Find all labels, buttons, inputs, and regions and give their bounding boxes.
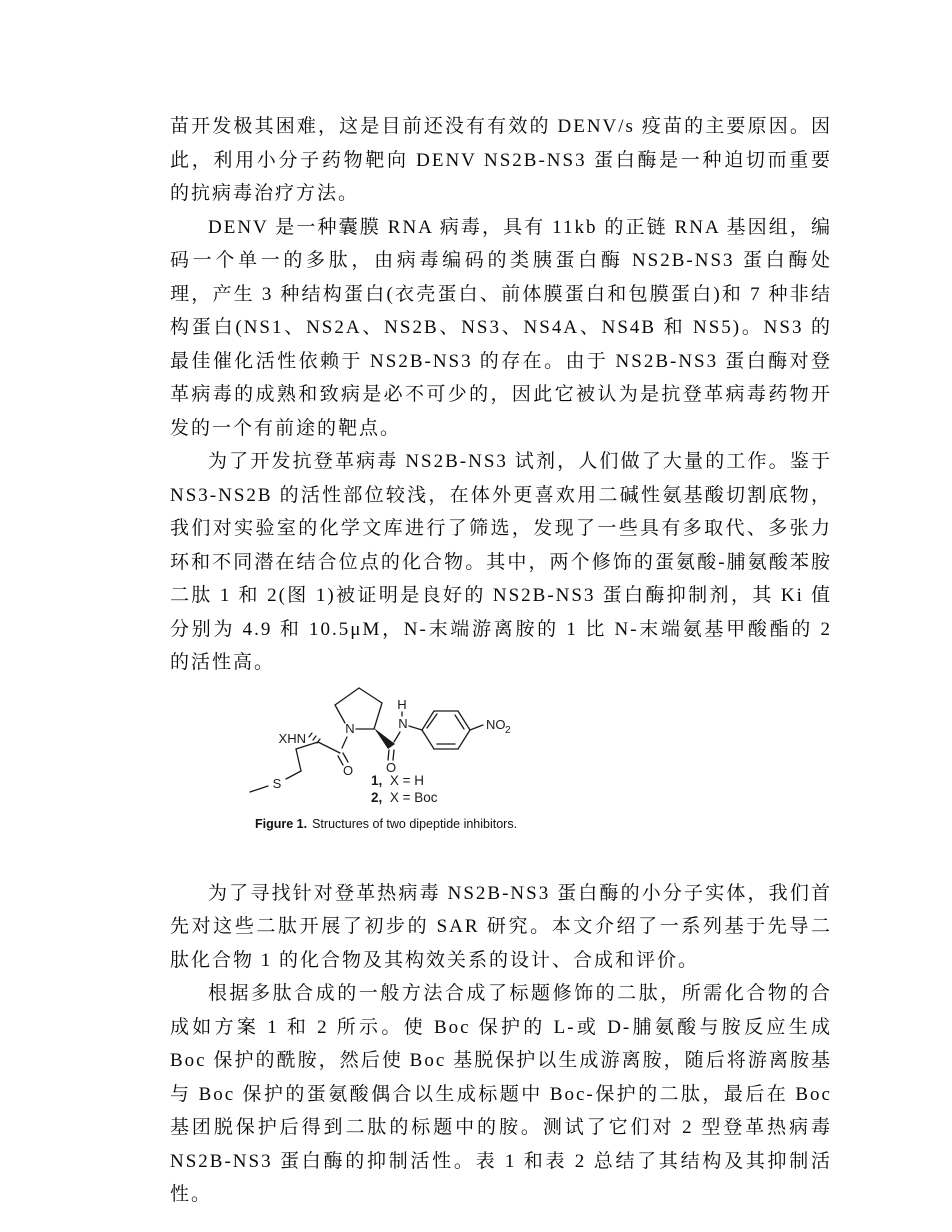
atom-label-amide-h: H (397, 696, 407, 712)
paragraph: 为了开发抗登革病毒 NS2B-NS3 试剂，人们做了大量的工作。鉴于 NS3-NS2B 的活性部位较浅，在体外更喜欢用二碱性氨基酸切割底物，我们对实验室的化学文库进行了筛选，发现了一些具有多取代、多张力环和不同潜在结合位点的化合物。其中，两个修饰的蛋氨酸-脯氨酸苯胺二肽 1 和 2(图 1)被证明是良好的 NS2B-NS3 蛋白酶抑制剂，其 Ki 值分别为 4.9 和 10.5μM，N-末端游离胺的 1 比 N-末端氨基甲酸酯的 2 的活性高。 (170, 451, 832, 673)
atom-label-xhn: XHN (278, 730, 306, 746)
chemical-structure-figure (236, 682, 576, 814)
figure-caption-text: Structures of two dipeptide inhibitors. (312, 816, 518, 831)
atom-label-ring-n: N (345, 720, 355, 736)
figure-1 (170, 682, 832, 831)
paragraph: 苗开发极其困难，这是目前还没有有效的 DENV/s 疫苗的主要原因。因此，利用小分子药物靶向 DENV NS2B-NS3 蛋白酶是一种迫切而重要的抗病毒治疗方法。 (170, 116, 832, 204)
atom-label-carbonyl-o2: O (385, 759, 397, 775)
compound-1-substituent: X = H (389, 772, 425, 788)
proline-ring-bonds (335, 688, 382, 729)
benzene-ring-bonds (422, 711, 483, 749)
bold-wedge-bond (374, 728, 395, 749)
paragraph: 为了寻找针对登革热病毒 NS2B-NS3 蛋白酶的小分子实体，我们首先对这些二肽开展了初步的 SAR 研究。本文介绍了一系列基于先导二肽化合物 1 的化合物及其构效关系的设计、合成和评价。 (170, 882, 832, 971)
atom-label-amide-n: N (398, 715, 408, 731)
compound-2-number: 2, (371, 789, 383, 805)
compound-2-substituent: X = Boc (389, 789, 438, 805)
paragraph: 根据多肽合成的一般方法合成了标题修饰的二肽，所需化合物的合成如方案 1 和 2 所示。使 Boc 保护的 L-或 D-脯氨酸与胺反应生成 Boc 保护的酰胺，然后使 Boc 基脱保护以生成游离胺，随后将游离胺基与 Boc 保护的蛋氨酸偶合以生成标题中 Boc-保护的二肽，最后在 Boc 基团脱保护后得到二肽的标题中的胺。测试了它们对 2 型登革热病毒 NS2B-NS3 蛋白酶的抑制活性。表 1 和表 2 总结了其结构及其抑制活性。 (170, 983, 832, 1205)
methionine-bonds (250, 742, 318, 792)
compound-1-label (371, 773, 424, 788)
atom-label-nitro: NO (486, 716, 506, 732)
text-column (170, 110, 832, 1212)
figure-caption (255, 817, 832, 831)
atom-label-nitro-subscript: 2 (505, 724, 511, 736)
compound-2-label (371, 790, 438, 805)
paragraph: DENV 是一种囊膜 RNA 病毒，具有 11kb 的正链 RNA 基因组，编码一个单一的多肽，由病毒编码的类胰蛋白酶 NS2B-NS3 蛋白酶处理，产生 3 种结构蛋白(衣壳蛋白、前体膜蛋白和包膜蛋白)和 7 种非结构蛋白(NS1、NS2A、NS2B、NS3、NS4A、NS4B 和 NS5)。NS3 的最佳催化活性依赖于 NS2B-NS3 的存在。由于 NS2B-NS3 蛋白酶对登革病毒的成熟和致病是必不可少的，因此它被认为是抗登革病毒药物开发的一个有前途的靶点。 (170, 216, 832, 439)
figure-caption-label: Figure 1. (255, 816, 308, 831)
atom-label-carbonyl-o1: O (342, 762, 354, 778)
carbonyl-1-bonds (318, 737, 348, 765)
atom-label-sulfur: S (272, 775, 282, 791)
compound-1-number: 1, (371, 772, 383, 788)
